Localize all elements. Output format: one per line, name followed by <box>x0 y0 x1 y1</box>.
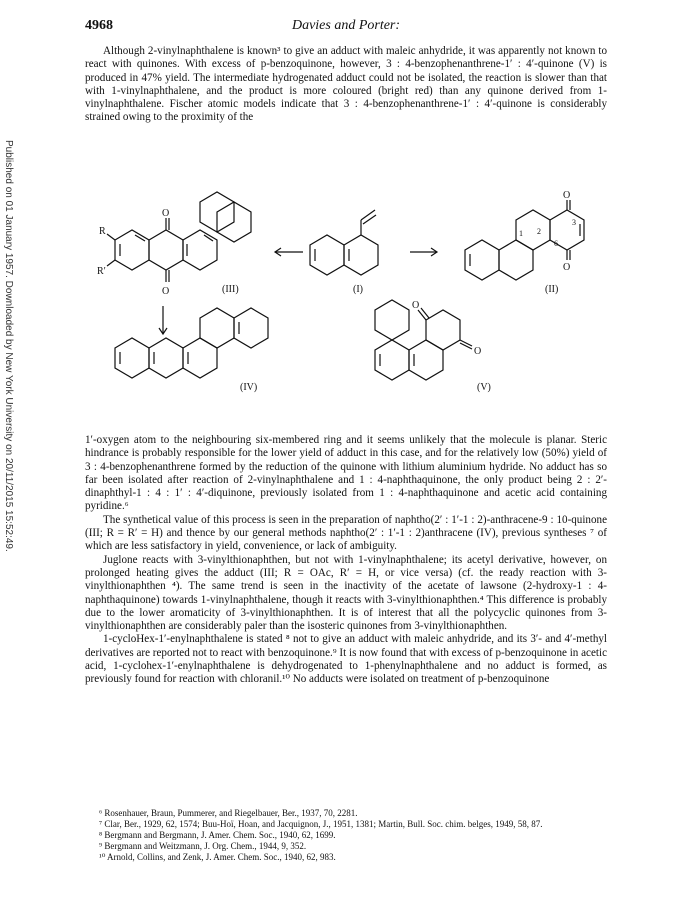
paragraph: 1-cycloHex-1′-enylnaphthalene is stated ⁸ not to give an adduct with maleic anhydride, and its 3′- and 4′-methyl derivatives are reported not to react with benzoquinone.⁹ It is now found that with excess of p-benzoquinone in acetic acid, 1-cyclohex-1′-enylnaphthalene is dehydrogenated to 1-phenylnaphthalene and no adduct is formed, as previously found for reaction with chloranil.¹⁰ No adducts were isolated on treatment of p-benzoquinone <box>85 633 607 686</box>
atom-o-V-2: O <box>474 346 482 357</box>
footnote: ⁸ Bergmann and Bergmann, J. Amer. Chem. Soc., 1940, 62, 1699. <box>99 830 336 840</box>
footnote: ⁶ Rosenhauer, Braun, Pummerer, and Riegelbauer, Ber., 1937, 70, 2281. <box>99 808 358 818</box>
running-title: Davies and Porter: <box>291 18 401 33</box>
atom-o-V-1: O <box>412 300 420 311</box>
ring-number-1: 1 <box>519 229 523 238</box>
structures-drawing <box>85 190 607 420</box>
download-watermark-text: Published on 01 January 1957. Downloaded by New York University on 20/11/2015 15:52:49. <box>3 140 14 552</box>
atom-o-III-top: O <box>162 208 170 219</box>
paragraph: 1′-oxygen atom to the neighbouring six-membered ring and it seems unlikely that the molecule is planar. Steric hindrance is probably responsible for the lower yield of adduct in this case, and for the relatively low (50%) yield of 3 : 4-benzophenanthrene formed by the reduction of the quinone with lithium aluminium hydride. No adduct has so far been isolated after reaction of 2-vinylnaphthalene and 1 : 4-naphthaquinone, the only product being 2 : 2′-dinaphthyl-1 : 4 : 1′ : 4′-diquinone, previously isolated from 1 : 4-naphthaquinone and acetic acid containing pyridine.⁶ <box>85 434 607 513</box>
atom-r: R <box>99 226 106 237</box>
atom-o-II-top: O <box>563 190 571 201</box>
footnotes <box>85 808 607 863</box>
atom-o-II-bottom: O <box>563 262 571 273</box>
footnote: ¹⁰ Arnold, Collins, and Zenk, J. Amer. Chem. Soc., 1940, 62, 983. <box>99 852 336 862</box>
arrows <box>159 248 437 334</box>
page-header <box>85 18 607 40</box>
ring-number-2: 2 <box>537 227 541 236</box>
chemical-structures-figure <box>85 190 607 420</box>
label-III: (III) <box>222 284 239 295</box>
label-I: (I) <box>353 284 363 295</box>
atom-o-III-bottom: O <box>162 286 170 297</box>
paragraph: Although 2-vinylnaphthalene is known³ to give an adduct with maleic anhydride, it was apparently not known to react with quinones. With excess of p-benzoquinone, however, 3 : 4-benzophenanthrene-1′ : 4′-quinone (V) is produced in 47% yield. The intermediate hydrogenated adduct could not be isolated, the reaction is slower than that with 1-vinylnaphthalene, and the product is more coloured (bright red) than any quinone derived from 1-vinylnaphthalene. Fischer atomic models indicate that 3 : 4-benzophenanthrene-1′ : 4′-quinone is considerably strained owing to the proximity of the <box>85 45 607 124</box>
download-watermark <box>3 140 15 660</box>
atom-r-prime: R′ <box>97 266 106 277</box>
structure-I <box>310 210 378 275</box>
body-text-main <box>85 434 607 687</box>
paragraph: Juglone reacts with 3-vinylthionaphthen, but not with 1-vinylnaphthalene; its acetyl derivative, however, on prolonged heating gives the adduct (III; R = OAc, R′ = H, or vice versa) (cf. the ready reaction with 3-vinylthionaphthen ⁴). The same trend is seen in the inactivity of the acetate of lawsone (2-hydroxy-1 : 4-naphthaquinone) towards 1-vinylnaphthalene, though it reacts with 3-vinylthionaphthen.⁴ This difference is probably due to the lower aromaticity of 3-vinylthionaphthen. It is of interest that all the polycyclic quinones from 3-vinylthionaphthen are considerably paler than the isosteric quinones from 3-vinylthionaphthen. <box>85 553 607 633</box>
ring-number-3: 3 <box>572 218 576 227</box>
ring-number-6: 6 <box>554 239 558 248</box>
structure-V <box>375 300 472 380</box>
structure-III <box>107 182 251 282</box>
body-text-top <box>85 45 607 125</box>
footnote: ⁷ Clar, Ber., 1929, 62, 1574; Buu-Hoï, Hoan, and Jacquignon, J., 1951, 1381; Martin, Bull. Soc. chim. belges, 1949, 58, 87. <box>99 819 543 829</box>
paragraph: The synthetical value of this process is seen in the preparation of naphtho(2′ : 1′-1 : 2)-anthracene-9 : 10-quinone (III; R = R′ = H) and thence by our general methods naphtho(2′ : 1′-1 : 2)anthracene (IV), previous syntheses ⁷ of which are less satisfactory in yield, convenience, or lack of ambiguity. <box>85 513 607 553</box>
page-number: 4968 <box>85 18 113 33</box>
label-V: (V) <box>477 382 491 393</box>
structure-IV <box>115 308 268 378</box>
label-II: (II) <box>545 284 559 295</box>
label-IV: (IV) <box>240 382 258 393</box>
footnote: ⁹ Bergmann and Weitzmann, J. Org. Chem., 1944, 9, 352. <box>99 841 307 851</box>
